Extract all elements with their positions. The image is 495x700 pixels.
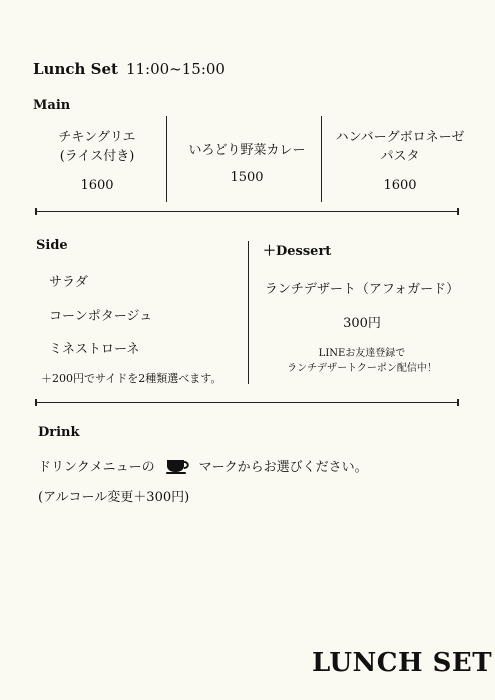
side-item-minestrone: ミネストローネ	[49, 342, 140, 357]
main-item-curry	[172, 141, 322, 187]
coffee-cup-icon	[165, 458, 191, 474]
section-divider	[36, 402, 458, 403]
dessert-price: 300円	[343, 316, 381, 331]
menu-title	[33, 60, 225, 78]
side-section-label: Side	[36, 238, 68, 253]
main-item-chicken	[22, 128, 172, 195]
dessert-line-note	[252, 346, 472, 376]
drink-instruction	[38, 456, 368, 475]
main-item-name-sub: (ライス付き)	[59, 149, 135, 164]
main-item-name: チキングリエ	[58, 130, 136, 145]
main-item-pasta	[325, 128, 475, 195]
column-divider	[248, 241, 249, 384]
section-divider	[36, 211, 458, 212]
main-item-name: ハンバーグボロネーゼ	[335, 130, 465, 145]
main-section-label: Main	[33, 98, 71, 113]
column-divider	[321, 116, 322, 202]
side-item-salad: サラダ	[49, 275, 88, 290]
dessert-note-line: ランチデザートクーポン配信中！	[287, 363, 437, 374]
menu-title-text: Lunch Set	[33, 60, 118, 78]
main-item-name: いろどり野菜カレー	[188, 143, 306, 158]
drink-text-after: マークからお選びください。	[198, 460, 368, 475]
drink-alcohol-note: (アルコール変更＋300円)	[38, 490, 190, 505]
drink-section-label: Drink	[38, 425, 80, 440]
dessert-note-line: LINEお友達登録で	[318, 348, 406, 359]
dessert-section-label: ＋Dessert	[263, 244, 332, 259]
main-item-price: 1500	[230, 170, 264, 185]
main-item-price: 1600	[383, 178, 417, 193]
side-note: ＋200円でサイドを2種類選べます。	[41, 372, 222, 385]
main-item-name-sub: パスタ	[380, 149, 420, 164]
side-item-corn-potage: コーンポタージュ	[49, 309, 153, 324]
drink-text-before: ドリンクメニューの	[38, 460, 155, 475]
footer-title: LUNCH SET	[312, 648, 493, 678]
column-divider	[166, 116, 167, 202]
dessert-item: ランチデザート（アフォガード）	[264, 282, 460, 297]
lunch-hours: 11:00~15:00	[125, 60, 225, 78]
main-item-price: 1600	[80, 178, 114, 193]
